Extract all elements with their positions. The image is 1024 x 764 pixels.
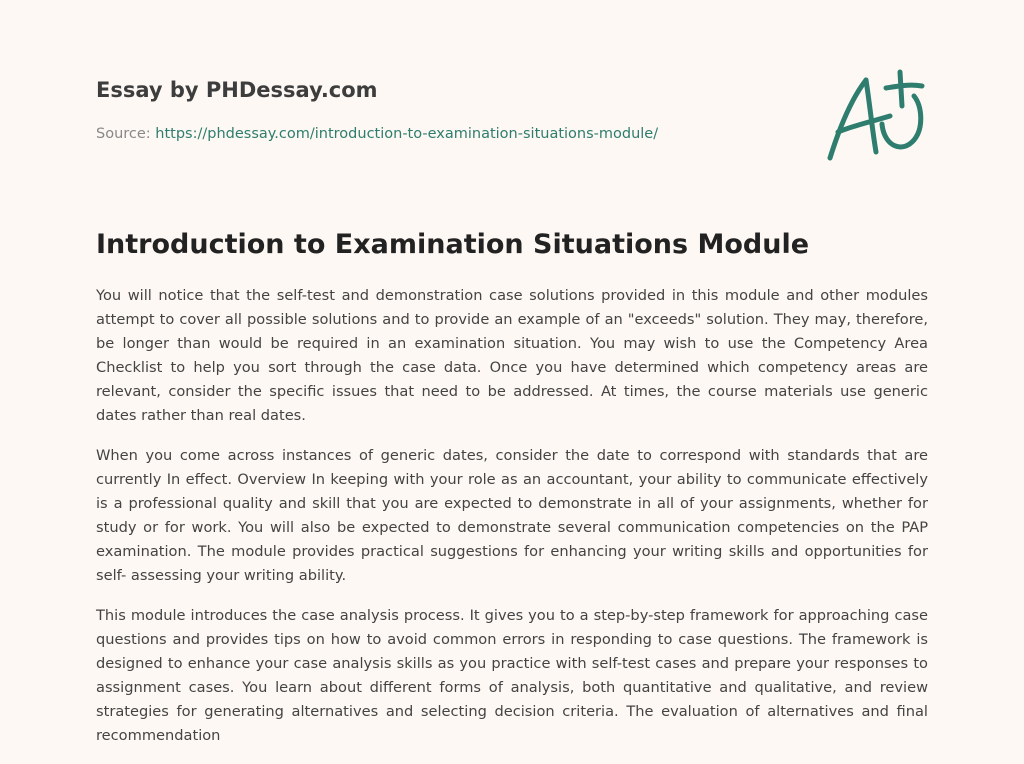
- source-label: Source:: [96, 126, 151, 142]
- a-plus-grade-icon: [820, 66, 932, 166]
- site-title: Essay by PHDessay.com: [96, 78, 378, 102]
- article: [96, 226, 928, 748]
- article-title: Introduction to Examination Situations Module: [96, 229, 810, 260]
- article-paragraph-3: This module introduces the case analysis process. It gives you to a step-by-step framework for approaching case questions and provides tips on how to avoid common errors in responding to case questions. The framework is designed to enhance your case analysis skills as you practice with self-test cases and prepare your responses to assignment cases. You learn about different forms of analysis, both quantitative and qualitative, and review strategies for generating alternatives and selecting decision criteria. The evaluation of alternatives and final recommendation: [96, 607, 928, 744]
- page-header: [96, 76, 796, 144]
- article-paragraph-2: When you come across instances of generic dates, consider the date to correspond with standards that are currently In effect. Overview In keeping with your role as an accountant, your ability to communicate effectively is a professional quality and skill that you are expected to demonstrate in all of your assignments, whether for study or for work. You will also be expected to demonstrate several communication competencies on the PAP examination. The module provides practical suggestions for enhancing your writing skills and opportunities for self- assessing your writing ability.: [96, 447, 928, 584]
- article-paragraph-1: You will notice that the self-test and demonstration case solutions provided in this module and other modules attempt to cover all possible solutions and to provide an example of an "exceeds" solution. They may, therefore, be longer than would be required in an examination situation. You may wish to use the Competency Area Checklist to help you sort through the case data. Once you have determined which competency areas are relevant, consider the specific issues that need to be addressed. At times, the course materials use generic dates rather than real dates.: [96, 287, 928, 424]
- source-link[interactable]: https://phdessay.com/introduction-to-examination-situations-module/: [155, 126, 659, 142]
- source-line: [96, 124, 796, 144]
